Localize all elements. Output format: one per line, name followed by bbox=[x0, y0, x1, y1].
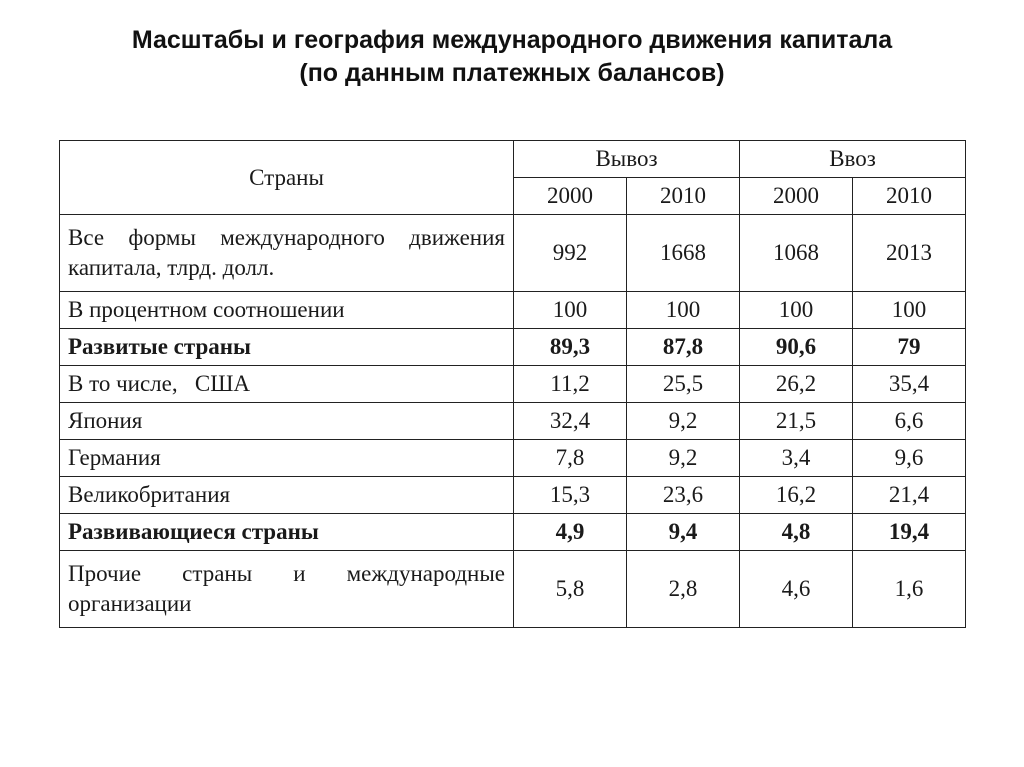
cell-value: 4,8 bbox=[740, 514, 853, 551]
row-label: Развитые страны bbox=[60, 329, 514, 366]
page-title bbox=[0, 24, 1024, 90]
table-row bbox=[60, 403, 966, 440]
capital-movement-table-container bbox=[59, 140, 965, 628]
cell-value: 9,2 bbox=[627, 440, 740, 477]
cell-value: 35,4 bbox=[853, 366, 966, 403]
title-line-2: (по данным платежных балансов) bbox=[299, 59, 725, 87]
cell-value: 2,8 bbox=[627, 551, 740, 628]
cell-value: 100 bbox=[627, 292, 740, 329]
header-export: Вывоз bbox=[514, 141, 740, 178]
cell-value: 6,6 bbox=[853, 403, 966, 440]
table-row bbox=[60, 477, 966, 514]
cell-value: 9,2 bbox=[627, 403, 740, 440]
cell-value: 89,3 bbox=[514, 329, 627, 366]
cell-value: 21,5 bbox=[740, 403, 853, 440]
cell-value: 32,4 bbox=[514, 403, 627, 440]
cell-value: 16,2 bbox=[740, 477, 853, 514]
cell-value: 15,3 bbox=[514, 477, 627, 514]
cell-value: 1068 bbox=[740, 215, 853, 292]
header-countries: Страны bbox=[60, 141, 514, 215]
table-row bbox=[60, 514, 966, 551]
cell-value: 100 bbox=[514, 292, 627, 329]
capital-movement-table bbox=[59, 140, 966, 628]
table-row bbox=[60, 440, 966, 477]
cell-value: 19,4 bbox=[853, 514, 966, 551]
header-year: 2000 bbox=[740, 178, 853, 215]
row-label: В процентном соотношении bbox=[60, 292, 514, 329]
cell-value: 4,9 bbox=[514, 514, 627, 551]
cell-value: 21,4 bbox=[853, 477, 966, 514]
header-import: Ввоз bbox=[740, 141, 966, 178]
cell-value: 100 bbox=[740, 292, 853, 329]
cell-value: 992 bbox=[514, 215, 627, 292]
cell-value: 3,4 bbox=[740, 440, 853, 477]
title-line-1: Масштабы и география международного движения капитала bbox=[131, 26, 893, 54]
cell-value: 87,8 bbox=[627, 329, 740, 366]
table-row bbox=[60, 215, 966, 292]
header-year: 2000 bbox=[514, 178, 627, 215]
cell-value: 4,6 bbox=[740, 551, 853, 628]
table-row bbox=[60, 292, 966, 329]
header-year: 2010 bbox=[627, 178, 740, 215]
cell-value: 9,6 bbox=[853, 440, 966, 477]
table-row bbox=[60, 329, 966, 366]
cell-value: 5,8 bbox=[514, 551, 627, 628]
row-label: В то числе, США bbox=[60, 366, 514, 403]
cell-value: 79 bbox=[853, 329, 966, 366]
row-label: Япония bbox=[60, 403, 514, 440]
cell-value: 7,8 bbox=[514, 440, 627, 477]
cell-value: 9,4 bbox=[627, 514, 740, 551]
header-year: 2010 bbox=[853, 178, 966, 215]
table-row bbox=[60, 366, 966, 403]
row-label: Развивающиеся страны bbox=[60, 514, 514, 551]
cell-value: 1,6 bbox=[853, 551, 966, 628]
cell-value: 2013 bbox=[853, 215, 966, 292]
row-label: Прочие страны и международные организации bbox=[60, 551, 514, 628]
cell-value: 26,2 bbox=[740, 366, 853, 403]
table-row bbox=[60, 551, 966, 628]
cell-value: 1668 bbox=[627, 215, 740, 292]
cell-value: 25,5 bbox=[627, 366, 740, 403]
row-label: Германия bbox=[60, 440, 514, 477]
header-row-groups bbox=[60, 141, 966, 178]
row-label: Все формы международного движения капитала, тлрд. долл. bbox=[60, 215, 514, 292]
row-label: Великобритания bbox=[60, 477, 514, 514]
cell-value: 23,6 bbox=[627, 477, 740, 514]
cell-value: 11,2 bbox=[514, 366, 627, 403]
cell-value: 100 bbox=[853, 292, 966, 329]
cell-value: 90,6 bbox=[740, 329, 853, 366]
